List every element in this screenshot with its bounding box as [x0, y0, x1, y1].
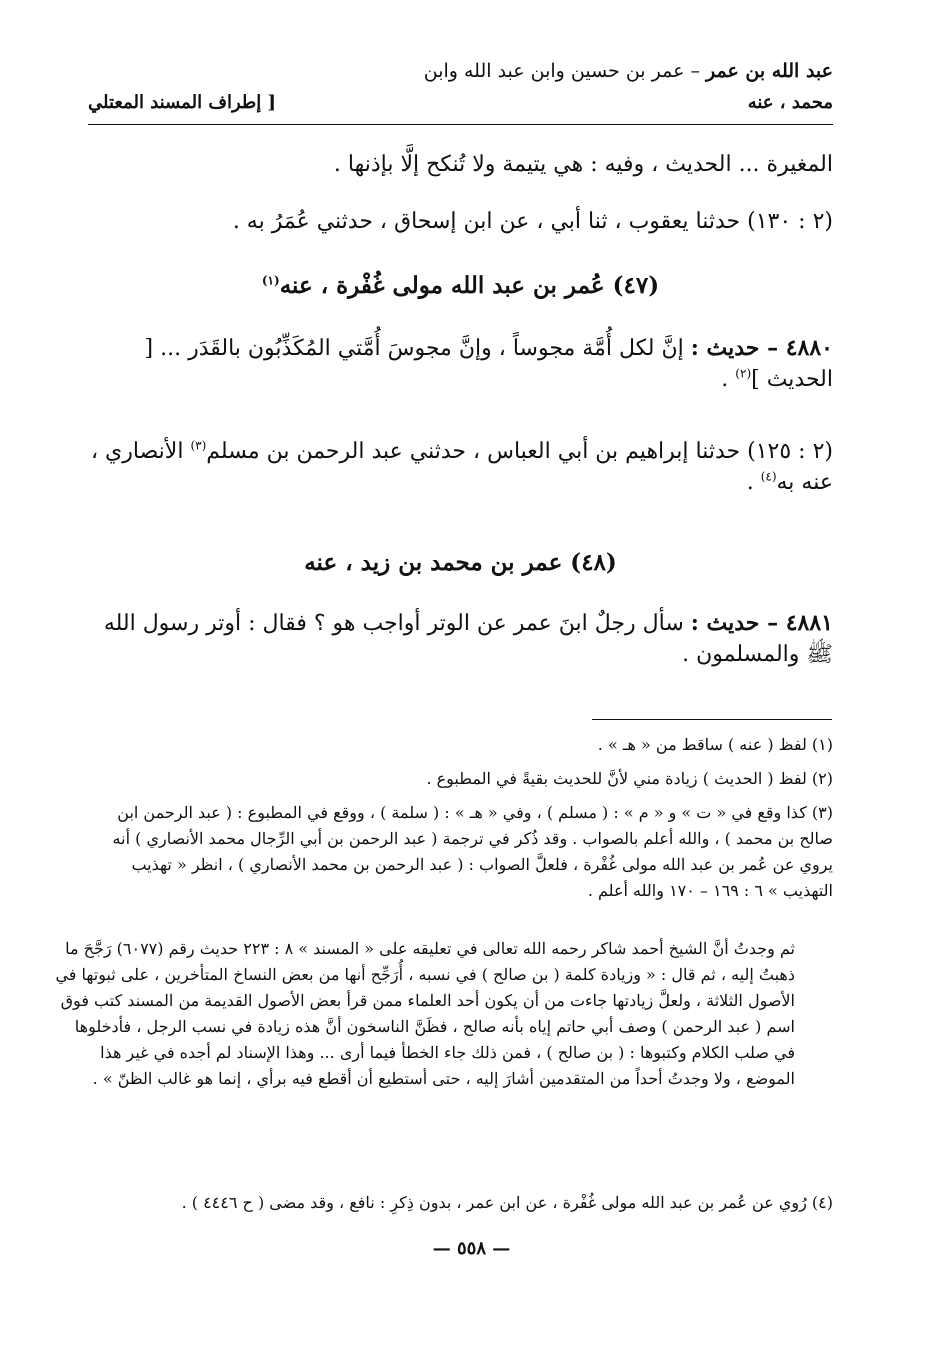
header-title-bold: عبد الله بن عمر — [706, 60, 833, 82]
section-heading-48: (٤٨) عمر بن محمد بن زيد ، عنه — [304, 549, 617, 576]
section-heading-47 — [88, 272, 833, 299]
hadith-4881-number: ٤٨٨١ – حديث : — [690, 610, 833, 636]
footnote-ref-3: (٣) — [190, 438, 207, 453]
header-subtitle: محمد ، عنه — [747, 92, 833, 113]
page-number: — ٥٥٨ — — [432, 1238, 511, 1259]
footnote-ref-1: (١) — [261, 273, 280, 288]
footnote-1: (١) لفظ ( عنه ) ساقط من « هـ » . — [597, 735, 833, 754]
footnote-2: (٢) لفظ ( الحديث ) زيادة مني لأنَّ للحديث بقيةً في المطبوع . — [426, 769, 833, 788]
footnote-ref-2: (٢) — [735, 366, 752, 381]
hadith-4880-text: إنَّ لكل أُمَّة مجوساً ، وإنَّ مجوسَ أُمَّتي المُكَذِّبُون بالقَدَر ... [ الحديث ] — [144, 336, 833, 392]
isnad-125-text: (٢ : ١٢٥) حدثنا إبراهيم بن أبي العباس ، حدثني عبد الرحمن بن مسلم — [206, 439, 833, 464]
header-title — [424, 60, 833, 82]
isnad-125-end: . — [746, 469, 761, 495]
hadith-4880-number: ٤٨٨٠ – حديث : — [690, 335, 833, 361]
footnote-divider — [592, 719, 832, 720]
paragraph-mughira: المغيرة ... الحديث ، وفيه : هي يتيمة ولا تُنكح إلَّا بإذنها . — [333, 152, 833, 177]
section-heading-47-text: (٤٧) عُمر بن عبد الله مولى غُفْرة ، عنه — [279, 272, 660, 299]
header-book-title: [ إطراف المسند المعتلي — [88, 92, 277, 113]
footnote-3-continued: ثم وجدتُ أنَّ الشيخ أحمد شاكر رحمه الله تعالى في تعليقه على « المسند » ٨ : ٢٢٣ حديث رقم (٦٠٧٧) رَجَّحَ ما ذهبتُ إليه ، ثم قال : « وزيادة كلمة ( بن صالح ) في نسبه ، أُرَجِّح أنها من بعض النساخ المتأخرين ، على ثبوتها في الأصول الثلاثة ، ولعلَّ زيادتها جاءت من أن يكون أحد العلماء ممن قرأ بعض الأصول القديمة من المسند كتب فوق اسم ( عبد الرحمن ) وصف أبي حاتم إياه بأنه صالح ، فظَنَّ الناسخون أنَّ هذه زيادة في نسب الرجل ، فأدخلوها في صلب الكلام وكتبوها : ( بن صالح ) ، فمن ذلك جاء الخطأ فيما أرى ... وهذا الإسناد لم أجده في غير هذا الموضع ، ولا وجدتُ أحداً من المتقدمين أشارَ إليه ، حتى أستطيع أن أقطع فيه برأي ، إنما هو غالب الظنّ » . — [55, 939, 795, 1088]
hadith-4880 — [88, 333, 833, 396]
footnote-ref-4: (٤) — [760, 469, 777, 484]
footnote-4: (٤) رُوي عن عُمر بن عبد الله مولى غُفْرة ، عن ابن عمر ، بدون ذِكرِ : نافع ، وقد مضى ( ح ٤٤٤٦ ) . — [181, 1193, 833, 1212]
running-header — [88, 58, 833, 125]
paragraph-isnad-125 — [88, 437, 833, 499]
header-title-rest: – عمر بن حسين وابن عبد الله وابن — [423, 60, 706, 82]
hadith-4881 — [88, 608, 833, 671]
paragraph-isnad-130: (٢ : ١٣٠) حدثنا يعقوب ، ثنا أبي ، عن ابن إسحاق ، حدثني عُمَرُ به . — [232, 209, 833, 234]
hadith-4880-end: . — [721, 366, 736, 392]
isnad-125-cont: الأنصاري ، عنه به — [90, 439, 833, 495]
hadith-4881-text: سأل رجلٌ ابنَ عمر عن الوتر أواجب هو ؟ فقال : أوتر رسول الله ﷺ والمسلمون . — [103, 611, 833, 667]
footnote-3: (٣) كذا وقع في « ت » و « م » : ( مسلم ) ، وفي « هـ » : ( سلمة ) ، ووقع في المطبوع : ( عبد الرحمن ابن صالح بن محمد ) ، والله أعلم بالصواب . وقد ذُكر في ترجمة ( عبد الرحمن بن أبي الرِّجال محمد الأنصاري ) أنه يروي عن عُمر بن عبد الله مولى غُفْرة ، فلعلَّ الصواب : ( عبد الرحمن بن محمد الأنصاري ) ، انظر « تهذيب التهذيب » ٦ : ١٦٩ – ١٧٠ والله أعلم . — [112, 803, 833, 900]
